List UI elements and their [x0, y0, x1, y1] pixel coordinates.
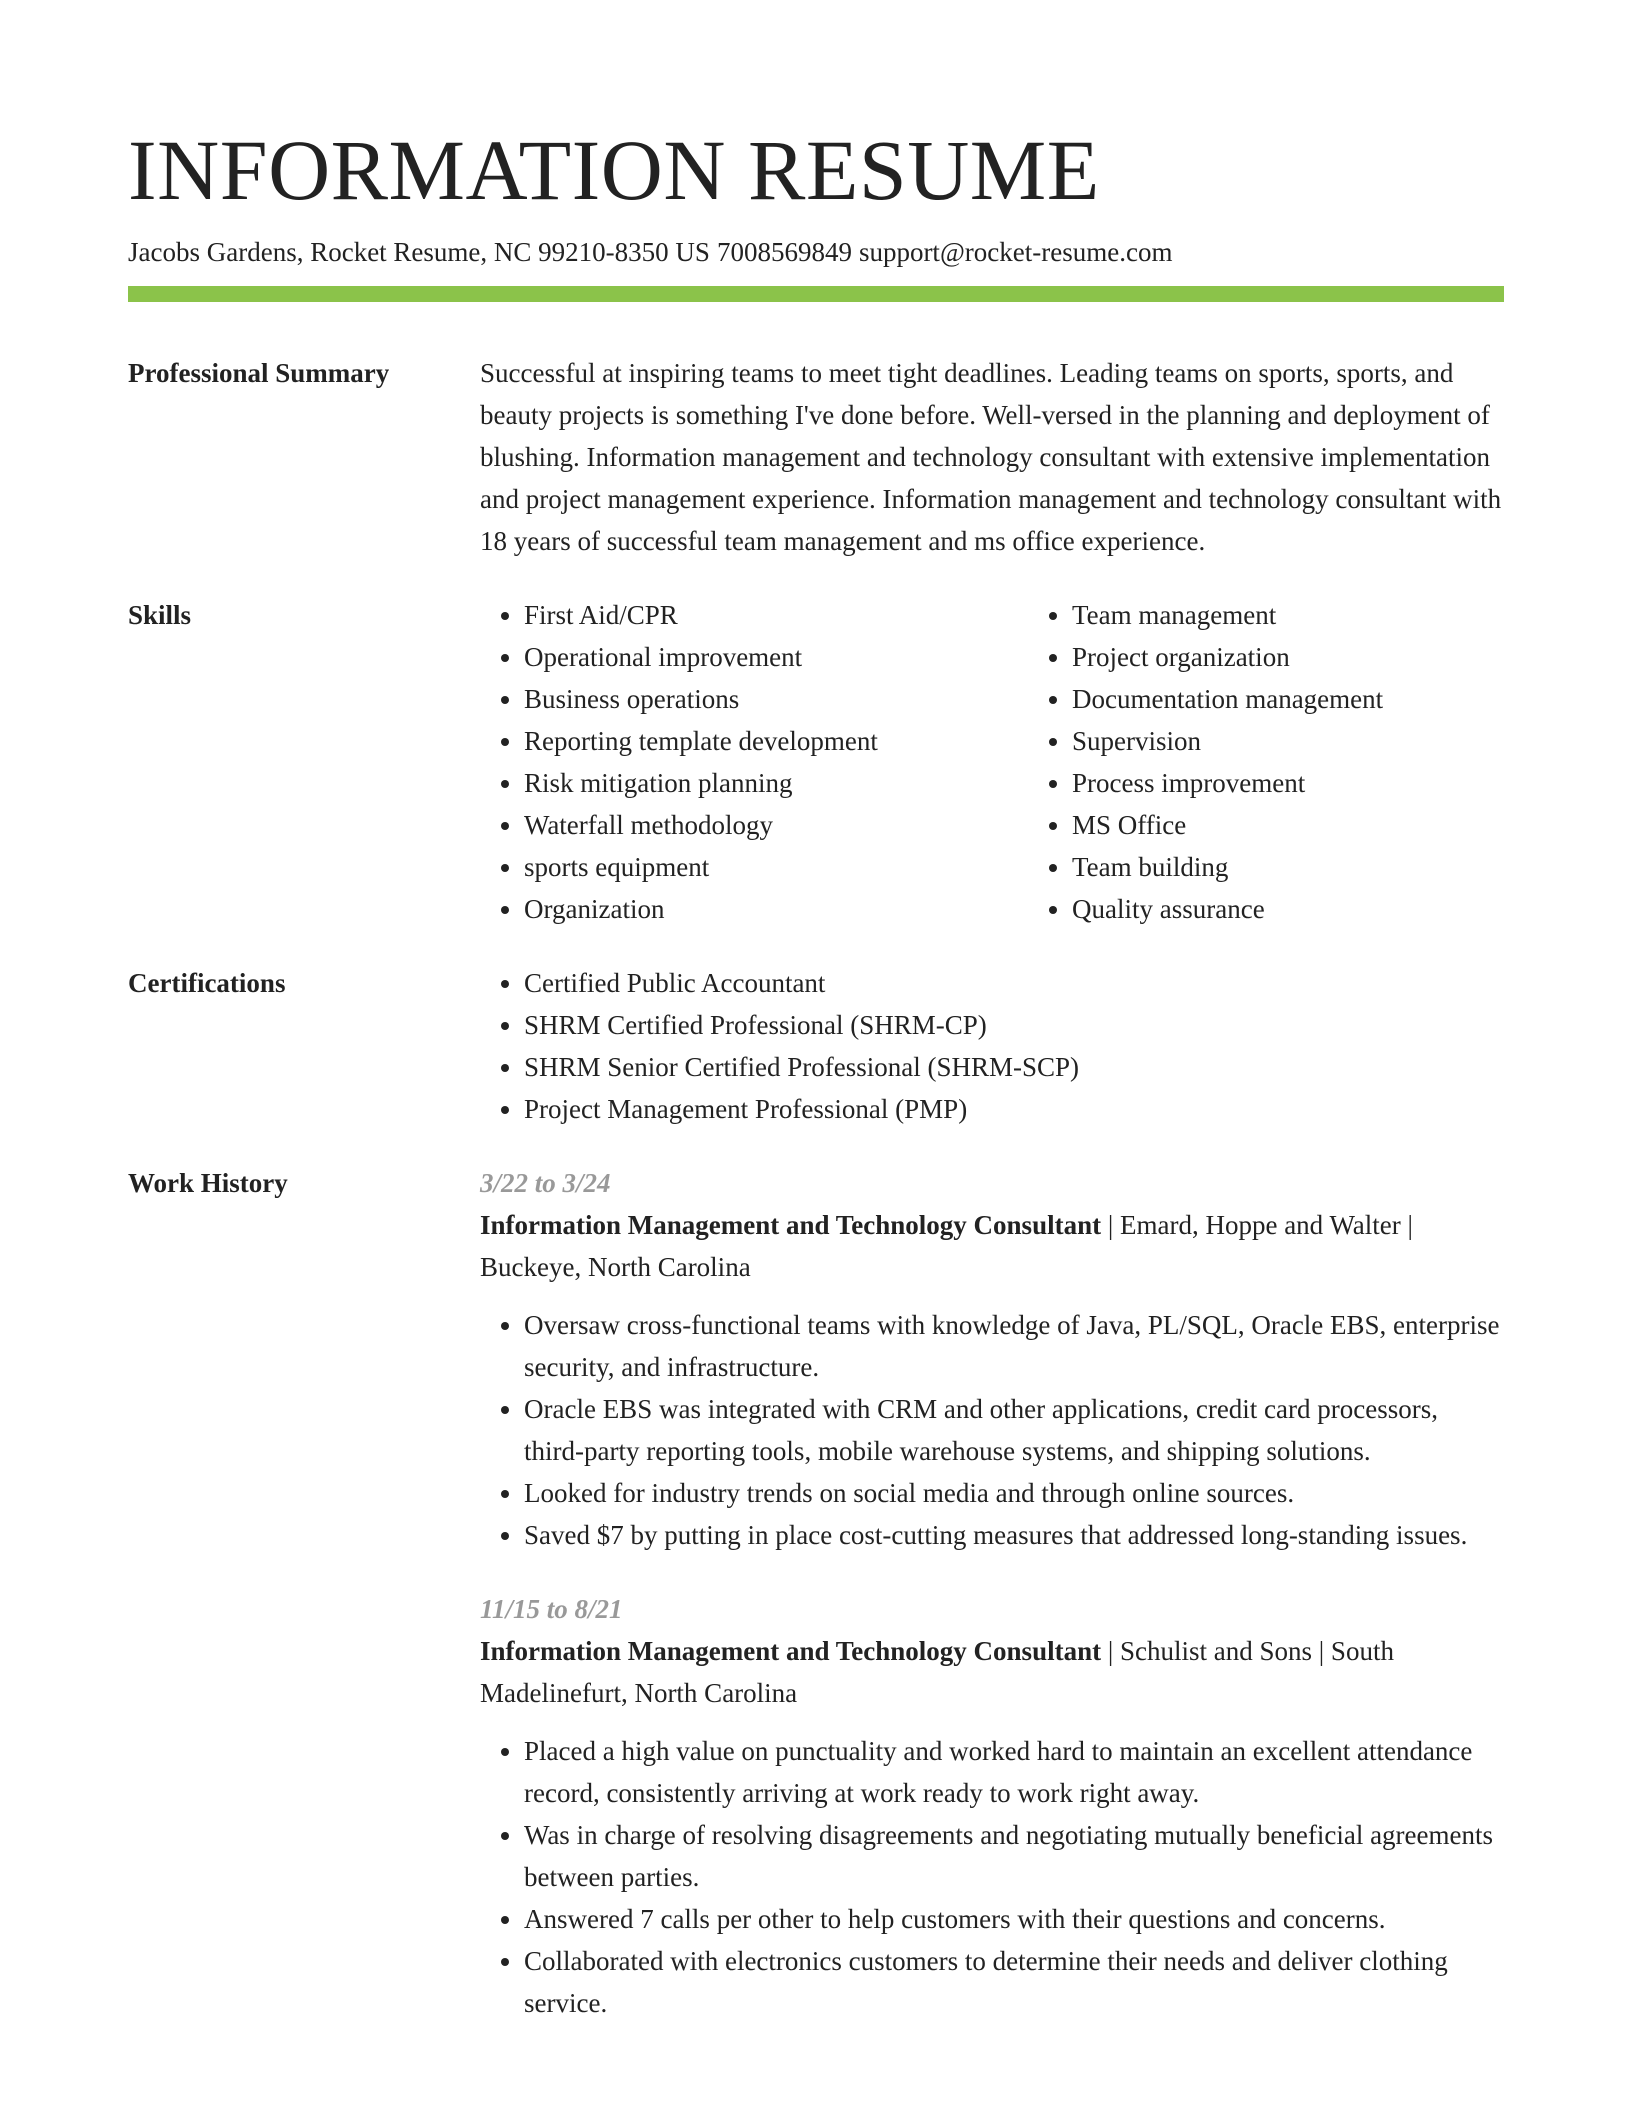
certifications-section	[128, 962, 1504, 1130]
certifications-heading: Certifications	[128, 968, 286, 998]
skill-item: • Supervision	[1072, 720, 1576, 762]
skills-section	[128, 594, 1504, 930]
skills-list-left	[480, 594, 1028, 930]
job-bullets	[480, 1304, 1504, 1556]
summary-heading: Professional Summary	[128, 358, 390, 388]
skills-list-right	[1028, 594, 1576, 930]
summary-section	[128, 352, 1504, 562]
work-history-body	[480, 1162, 1504, 2024]
skills-heading: Skills	[128, 600, 192, 630]
skill-item: • Reporting template development	[524, 720, 1028, 762]
skill-item: • Waterfall methodology	[524, 804, 1028, 846]
job-bullet: • Saved $7 by putting in place cost-cutting measures that addressed long-standing issues.	[524, 1514, 1504, 1556]
job-heading	[480, 1630, 1504, 1714]
certification-item: • Certified Public Accountant	[524, 962, 1504, 1004]
certifications-body	[480, 962, 1504, 1130]
job-bullet: • Was in charge of resolving disagreements and negotiating mutually beneficial agreements between parties.	[524, 1814, 1504, 1898]
job-heading	[480, 1204, 1504, 1288]
job-company-location: | Emard, Hoppe and Walter | Buckeye, North Carolina	[480, 1210, 1413, 1282]
skill-item: • Team management	[1072, 594, 1576, 636]
skill-item: • Process improvement	[1072, 762, 1576, 804]
skills-columns	[480, 594, 1576, 930]
job-entry	[480, 1162, 1504, 1556]
job-title: Information Management and Technology Consultant	[480, 1636, 1102, 1666]
job-bullet: • Oversaw cross-functional teams with knowledge of Java, PL/SQL, Oracle EBS, enterprise security, and infrastructure.	[524, 1304, 1504, 1388]
job-dates: 3/22 to 3/24	[480, 1168, 611, 1198]
skill-item: • First Aid/CPR	[524, 594, 1028, 636]
job-bullet: • Looked for industry trends on social media and through online sources.	[524, 1472, 1504, 1514]
resume-page	[128, 118, 1504, 2024]
phone: 7008569849	[716, 237, 852, 267]
job-title: Information Management and Technology Consultant	[480, 1210, 1102, 1240]
skill-item: • Project organization	[1072, 636, 1576, 678]
header-divider	[128, 286, 1504, 302]
job-bullet: • Answered 7 calls per other to help customers with their questions and concerns.	[524, 1898, 1504, 1940]
certification-item: • SHRM Senior Certified Professional (SHRM-SCP)	[524, 1046, 1504, 1088]
skill-item: • Documentation management	[1072, 678, 1576, 720]
address: Jacobs Gardens, Rocket Resume, NC 99210-8350 US	[128, 237, 710, 267]
job-company-location: | Schulist and Sons | South Madelinefurt, North Carolina	[480, 1636, 1394, 1708]
job-bullets	[480, 1730, 1504, 2024]
skill-item: • Risk mitigation planning	[524, 762, 1028, 804]
skill-item: • Business operations	[524, 678, 1028, 720]
skill-item: • Quality assurance	[1072, 888, 1576, 930]
job-dates: 11/15 to 8/21	[480, 1594, 623, 1624]
job-bullet: • Collaborated with electronics customers to determine their needs and deliver clothing service.	[524, 1940, 1504, 2024]
skill-item: • Operational improvement	[524, 636, 1028, 678]
summary-text: Successful at inspiring teams to meet tight deadlines. Leading teams on sports, sports, and beauty projects is something I've done before. Well-versed in the planning and deployment of blushing. Information management and technology consultant with extensive implementation and project management experience. Information management and technology consultant with 18 years of successful team management and ms office experience.	[480, 358, 1502, 556]
work-history-section	[128, 1162, 1504, 2024]
contact-line	[128, 234, 1504, 270]
skill-item: • Organization	[524, 888, 1028, 930]
email: support@rocket-resume.com	[858, 237, 1173, 267]
certifications-list	[480, 962, 1504, 1130]
skill-item: • MS Office	[1072, 804, 1576, 846]
skill-item: • sports equipment	[524, 846, 1028, 888]
job-bullet: • Placed a high value on punctuality and worked hard to maintain an excellent attendance record, consistently arriving at work ready to work right away.	[524, 1730, 1504, 1814]
skill-item: • Team building	[1072, 846, 1576, 888]
resume-title: INFORMATION RESUME	[128, 122, 1100, 218]
job-bullet: • Oracle EBS was integrated with CRM and other applications, credit card processors, third-party reporting tools, mobile warehouse systems, and shipping solutions.	[524, 1388, 1504, 1472]
certification-item: • SHRM Certified Professional (SHRM-CP)	[524, 1004, 1504, 1046]
certification-item: • Project Management Professional (PMP)	[524, 1088, 1504, 1130]
job-entry	[480, 1588, 1504, 2024]
work-history-heading: Work History	[128, 1168, 288, 1198]
